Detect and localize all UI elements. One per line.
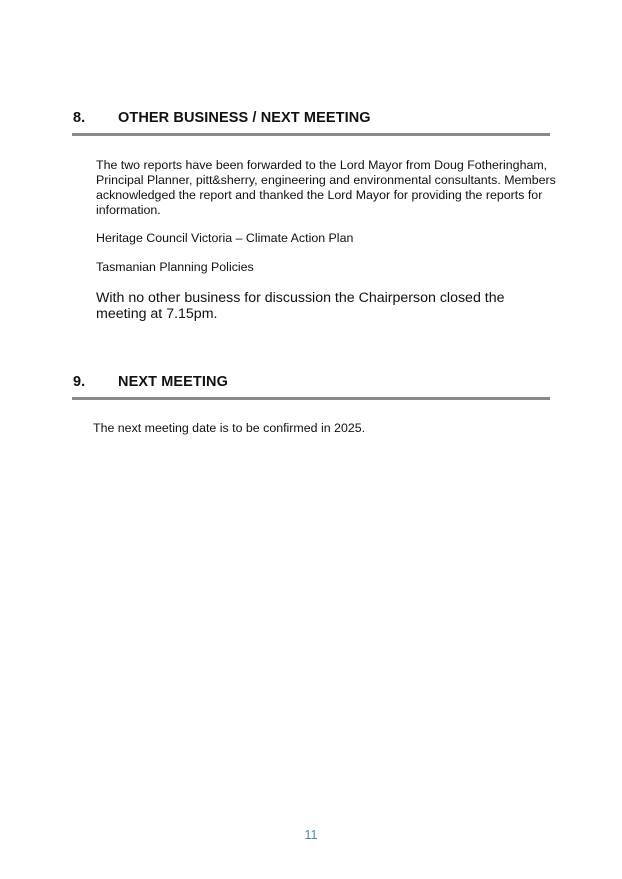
section-9-number: 9. — [73, 374, 86, 390]
section-9-title: NEXT MEETING — [118, 374, 228, 390]
section-9-divider — [72, 397, 550, 400]
section-8-number: 8. — [73, 110, 86, 126]
section-9-paragraph-next-meeting: The next meeting date is to be confirmed in 2025. — [93, 421, 366, 435]
section-8-title: OTHER BUSINESS / NEXT MEETING — [118, 110, 371, 126]
section-8-paragraph-closing: With no other business for discussion the Chairperson closed the meeting at 7.15pm. — [96, 290, 505, 322]
section-8-paragraph-reports: The two reports have been forwarded to the Lord Mayor from Doug Fotheringham, Principal Planner, pitt&sherry, engineering and environmental consultants. Members acknowledged the report and thanked the Lord Mayor for providing the reports for information. — [96, 158, 556, 217]
section-8-paragraph-tasmanian: Tasmanian Planning Policies — [96, 260, 254, 274]
section-9-heading — [73, 374, 228, 390]
section-8-heading — [73, 110, 371, 126]
section-8-paragraph-heritage: Heritage Council Victoria – Climate Action Plan — [96, 231, 354, 245]
page-number: 11 — [304, 828, 318, 842]
section-8-divider — [72, 133, 550, 136]
